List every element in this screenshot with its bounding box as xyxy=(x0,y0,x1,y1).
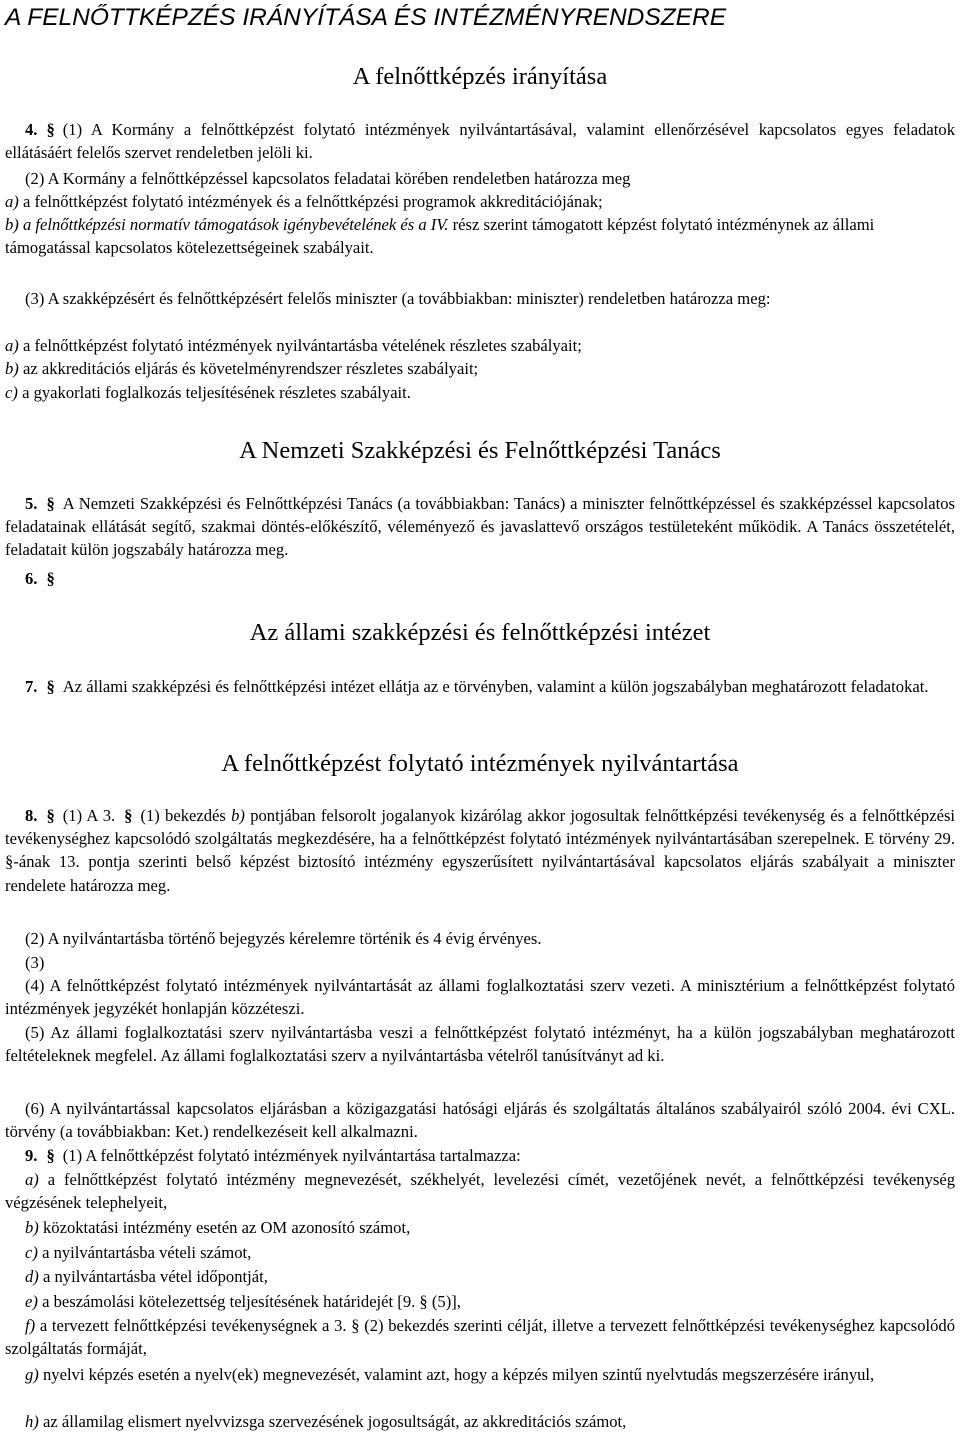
list-marker: b) xyxy=(5,215,19,234)
section-heading-tanács: A Nemzeti Szakképzési és Felnőttképzési Tanács xyxy=(239,437,721,464)
list-item-text: a nyilvántartásba vétel időpontját, xyxy=(42,1267,268,1286)
list-marker: a) xyxy=(25,1170,39,1189)
list-item-text-continued: rész szerint támogatott képzést folytató intézménynek az állami támogatással kapcsolatos kötelezettségeinek szabályait. xyxy=(5,215,875,258)
paragraph-text: (1) A felnőttképzést folytató intézmények nyilvántartása tartalmazza: xyxy=(62,1146,521,1165)
list-item-text: a felnőttképzési normatív támogatások igénybevételének és a IV. xyxy=(22,215,449,234)
paragraph-8-subsection-4: (4) A felnőttképzést folytató intézmények nyilvántartását az állami foglalkoztatási szerv vezeti. A minisztérium a felnőttképzést folytató intézmények jegyzékét honlapján közzéteszi. xyxy=(5,976,955,1019)
list-item-text: a felnőttképzést folytató intézmény megnevezését, székhelyét, levelezési címét, vezetőjének nevét, a felnőttképzési tevékenység végzésének telephelyeit, xyxy=(5,1170,955,1213)
paragraph-number: 8. xyxy=(25,806,38,825)
list-item-a xyxy=(5,190,955,213)
paragraph-text: A Nemzeti Szakképzési és Felnőttképzési Tanács (a továbbiakban: Tanács) a miniszter felnőttképzéssel és szakképzéssel kapcsolatos feladatainak ellátását segítő, szakmai döntés-előkészítő, véleményező és javaslattevő országos testületeként működik. A Tanács összetételét, feladatait külön jogszabály határozza meg. xyxy=(5,494,955,560)
paragraph-7 xyxy=(5,675,955,698)
paragraph-text: Az állami szakképzési és felnőttképzési intézet ellátja az e törvényben, valamint a külön jogszabályban meghatározott feladatokat. xyxy=(62,677,929,696)
list-item-c xyxy=(5,381,955,404)
list-item-text: az akkreditációs eljárás és követelményrendszer részletes szabályait; xyxy=(22,359,479,378)
paragraph-number: 6. xyxy=(25,569,38,588)
list-item-text: a nyilvántartásba vételi számot, xyxy=(42,1243,252,1262)
paragraph-8-subsection-6: (6) A nyilvántartással kapcsolatos eljárásban a közigazgatási hatósági eljárás és szolgáltatás általános szabályairól szóló 2004. évi CXL. törvény (a továbbiakban: Ket.) rendelkezéseit kell alkalmazni. xyxy=(5,1099,955,1142)
paragraph-text: (1) bekezdés xyxy=(140,806,226,825)
paragraph-4-subsection-3-intro: (3) A szakképzésért és felnőttképzésért felelős miniszter (a továbbiakban: miniszter) rendeletben határozza meg: xyxy=(25,289,771,308)
list-item-h xyxy=(5,1410,960,1433)
list-item-b xyxy=(5,213,955,259)
paragraph-text: (1) A 3. xyxy=(62,806,116,825)
paragraph-8-subsection-1 xyxy=(5,804,955,897)
list-marker: c) xyxy=(5,383,18,402)
paragraph-5 xyxy=(5,492,955,562)
list-item-text: közoktatási intézmény esetén az OM azonosító számot, xyxy=(42,1218,411,1237)
list-marker: a) xyxy=(5,192,19,211)
list-item-text: a felnőttképzést folytató intézmények nyilvántartásba vételének részletes szabályait; xyxy=(22,336,582,355)
section-sign-icon: § xyxy=(46,677,55,696)
paragraph-text: pontjában felsorolt jogalanyok kizárólag akkor jogosultak felnőttképzési tevékenység és a felnőttképzési tevékenységhez kapcsolódó szolgáltatás megkezdésére, ha a felnőttképzést folytató intézmények nyilvántartásában szerepelnek. E törvény 29. xyxy=(5,806,956,849)
list-marker: e) xyxy=(25,1292,38,1311)
list-item-b xyxy=(5,1216,960,1239)
list-marker: b) xyxy=(5,359,19,378)
paragraph-8-subsection-3: (3) xyxy=(25,953,45,972)
list-marker: b) xyxy=(231,806,245,825)
list-item-e xyxy=(5,1290,960,1313)
list-item-f xyxy=(5,1314,955,1360)
list-marker: f) xyxy=(25,1316,36,1335)
document-title: A FELNŐTTKÉPZÉS IRÁNYÍTÁSA ÉS INTÉZMÉNYRENDSZERE xyxy=(5,4,727,31)
list-item-text: a tervezett felnőttképzési tevékenységnek a 3. xyxy=(39,1316,347,1335)
section-heading-intézet: Az állami szakképzési és felnőttképzési intézet xyxy=(249,619,711,646)
list-marker: d) xyxy=(25,1267,39,1286)
paragraph-number: 5. xyxy=(25,494,38,513)
list-item-text: nyelvi képzés esetén a nyelv(ek) megnevezését, valamint azt, hogy a képzés milyen szintű nyelvtudás megszerzésére irányul, xyxy=(42,1365,875,1384)
section-heading-nyilvántartás: A felnőttképzést folytató intézmények nyilvántartása xyxy=(221,750,739,777)
list-item-a xyxy=(5,1168,955,1214)
paragraph-4-subsection-1 xyxy=(5,118,955,164)
list-item-text: a felnőttképzést folytató intézmények és a felnőttképzési programok akkreditációjának; xyxy=(22,192,603,211)
section-sign-icon: § xyxy=(46,1146,55,1165)
list-item-text: az államilag elismert nyelvvizsga szervezésének jogosultságát, az akkreditációs számot, xyxy=(42,1412,627,1431)
paragraph-8-subsection-5: (5) Az állami foglalkoztatási szerv nyilvántartásba veszi a felnőttképzést folytató intézményt, ha a külön jogszabályban meghatározott feltételeknek megfelel. Az állami foglalkoztatási szerv a nyilvántartásba vételről tanúsítványt ad ki. xyxy=(5,1023,955,1066)
list-marker: b) xyxy=(25,1218,39,1237)
paragraph-text: (1) A Kormány a felnőttképzést folytató intézmények nyilvántartásával, valamint ellenőrzésével kapcsolatos egyes feladatok ellátásáért felelős szervet rendeletben jelöli ki. xyxy=(5,120,955,163)
list-item-a xyxy=(5,334,955,357)
section-sign-icon: § xyxy=(46,569,55,588)
section-sign-icon: § xyxy=(46,120,55,139)
section-sign-icon: § xyxy=(5,852,14,872)
section-sign-icon: § xyxy=(419,1292,428,1311)
list-item-text: (5)], xyxy=(431,1292,461,1311)
section-sign-icon: § xyxy=(46,494,55,513)
paragraph-9-subsection-1-intro xyxy=(5,1144,955,1167)
section-sign-icon: § xyxy=(351,1316,360,1335)
list-item-text: a beszámolási kötelezettség teljesítésének határidejét [9. xyxy=(42,1292,416,1311)
paragraph-number: 7. xyxy=(25,677,38,696)
list-item-text: a gyakorlati foglalkozás teljesítésének részletes szabályait. xyxy=(22,383,411,402)
list-marker: g) xyxy=(25,1365,39,1384)
paragraph-text: -ának 13. pontja szerinti belső képzést biztosító intézmény egyszerűsített nyilvántartásával kapcsolatos eljárás szabályait a miniszter rendelete határozza meg. xyxy=(5,852,955,895)
paragraph-8-subsection-2: (2) A nyilvántartásba történő bejegyzés kérelemre történik és 4 évig érvényes. xyxy=(25,929,542,948)
list-item-d xyxy=(5,1265,960,1288)
list-marker: c) xyxy=(25,1243,38,1262)
paragraph-4-subsection-2-intro: (2) A Kormány a felnőttképzéssel kapcsolatos feladatai körében rendeletben határozza meg xyxy=(25,169,631,188)
paragraph-number: 4. xyxy=(25,120,38,139)
list-item-c xyxy=(5,1241,960,1264)
paragraph-number: 9. xyxy=(25,1146,38,1165)
list-item-text: (2) bekezdés szerinti célját, illetve a tervezett felnőttképzési tevékenységhez kapcsolódó szolgáltatás formáját, xyxy=(5,1316,956,1359)
section-heading-irányítás: A felnőttképzés irányítása xyxy=(352,63,608,90)
list-item-g xyxy=(5,1363,955,1386)
paragraph-6 xyxy=(5,567,955,590)
list-item-b xyxy=(5,357,955,380)
list-marker: h) xyxy=(25,1412,39,1431)
section-sign-icon: § xyxy=(46,806,55,825)
list-marker: a) xyxy=(5,336,19,355)
section-sign-icon: § xyxy=(124,806,133,825)
